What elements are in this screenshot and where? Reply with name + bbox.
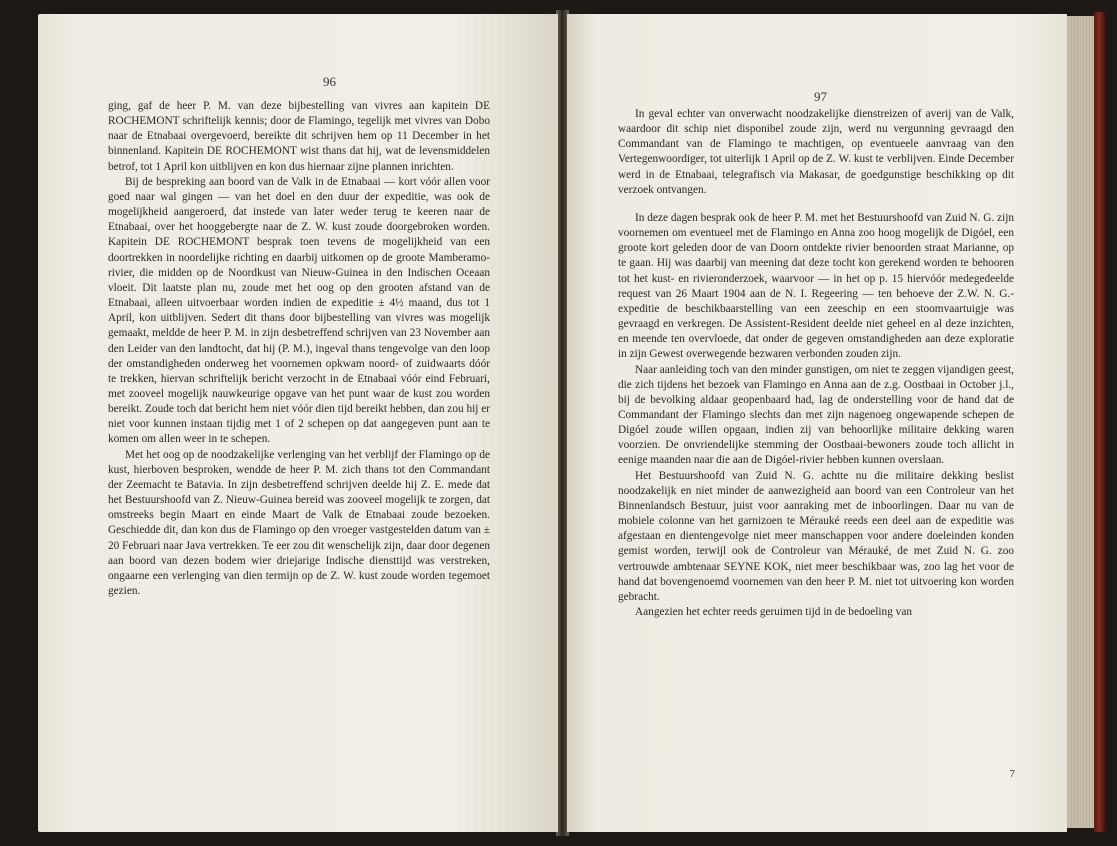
left-page (38, 14, 558, 832)
page-number: 97 (814, 89, 827, 104)
paragraph: Bij de bespreking aan boord van de Valk in de Etnabaai — kort vóór allen voor goed naar wal gingen — van het doel en den duur der expeditie, was ook de mogelijkheid aangeroerd, dat instede van later weder terug te keeren naar de Etnabaai, over het hooggebergte naar de Z. W. kust zoude doorgebroken worden. Kapitein DE ROCHEMONT besprak toen tevens de mogelijkheid van een doortrekken in noordelijke richting en daarbij uitkomen op de groote Mamberamo-rivier, die midden op de Noordkust van Nieuw-Guinea in den Indischen Oceaan vloeit. Dit laatste plan nu, zoude met het oog op den grooten afstand van de Etnabaai, alleen uitvoerbaar worden indien de expeditie ± 4½ maand, dus tot 1 April, kon uitblijven. Sedert dit thans door bijbestelling van vivres was mogelijk gemaakt, meldde de heer P. M. in zijn desbetreffend schrijven van 23 November aan den Leider van den landtocht, dat hij (P. M.), ingeval thans tengevolge van den loop der omstandigheden onderweg het voornemen opkwam noord- of zuidwaarts dóór te trekken, hiervan schriftelijk bericht verzocht in de Etnabaai vóór eind Februari, met zooveel mogelijk nauwkeurige opgave van het punt waar de kust zou worden bereikt. Zoude toch dat bericht hem niet vóór dien tijd bereikt hebben, dan zou hij er niet voor kunnen instaan tijdig met 1 of 2 schepen op dat aangegeven punt aan te komen om allen weer in te schepen. (108, 175, 490, 446)
right-page (567, 14, 1067, 832)
paragraph: Het Bestuurshoofd van Zuid N. G. achtte nu die militaire dekking beslist noodzakelijk en niet minder de aanwezigheid aan boord van een Controleur van het Binnenlandsch Bestuur, juist voor aanraking met de inboorlingen. Daar nu van de mobiele colonne van het garnizoen te Mérauké reeds een deel aan de expeditie was afgestaan en dientengevolge niet meer manschappen voor andere doeleinden konden gemist worden, terwijl ook de Controleur van Mérauké, de met Zuid N. G. zoo vertrouwde ambtenaar SEYNE KOK, niet meer beschikbaar was, zoo lag het voor de hand dat bovengenoemd voornemen van den heer P. M. niet tot uitvoering kon worden gebracht. (618, 469, 1014, 603)
book-cover-edge (1094, 12, 1106, 832)
paragraph: Naar aanleiding toch van den minder gunstigen, om niet te zeggen vijandigen geest, die zich tijdens het bezoek van Flamingo en Anna aan de z.g. Oostbaai in October j.l., bij de bevolking aldaar geopenbaard had, lag de onderstelling voor de hand dat de Commandant der Flamingo slechts dan met zijn nagenoeg ongewapende schepen de Digóel zoude willen opgaan, indien zij van behoorlijke militaire dekking waren voorzien. De onvriendelijke stemming der Oostbaai-bewoners zoude toch allicht in eenige maanden naar die aan de Digóel-rivier hebben kunnen overslaan. (618, 363, 1014, 467)
paragraph: Aangezien het echter reeds geruimen tijd in de bedoeling van (635, 606, 912, 618)
paragraph: In geval echter van onverwacht noodzakelijke dienstreizen of averij van de Valk, waardoor dit schip niet disponibel zoude zijn, werd nu vergunning gevraagd den Commandant van de Flamingo te machtigen, op eventueele aanvraag van den Vertegenwoordiger, tot uiterlijk 1 April op de Z. W. kust te verblijven. Einde December werd in de Etnabaai, telegrafisch via Makasar, de goedgunstige beschikking op dit verzoek ontvangen. (618, 108, 1014, 196)
body-text (618, 107, 1014, 620)
page-number: 96 (323, 74, 336, 89)
paragraph: ging, gaf de heer P. M. van deze bijbestelling van vivres aan kapitein DE ROCHEMONT schriftelijk kennis; door de Flamingo, tegelijk met vivres van Dobo naar de Etnabaai overgevoerd, bereikte dit schrijven hem op 11 December in het binnenland. Kapitein DE ROCHEMONT wist thans dat hij, wat de levensmiddelen betrof, tot 1 April kon uitblijven en kon dus hiernaar zijne plannen inrichten. (108, 100, 490, 173)
signature-mark: 7 (1009, 768, 1015, 780)
body-text (108, 99, 490, 599)
paragraph: In deze dagen besprak ook de heer P. M. met het Bestuurshoofd van Zuid N. G. zijn voornemen om eventueel met de Flamingo en Anna zoo hoog mogelijk de Digóel, een groote kort geleden door de van Doorn ontdekte rivier benoorden straat Marianne, op te gaan. Hij was daarbij van meening dat deze tocht kon gerekend worden te behooren tot het kust- en rivieronderzoek, waarvoor — in het op p. 15 hiervóór medegedeelde request van 26 Maart 1904 aan de N. I. Regeering — ten behoeve der Z.W. N. G.-expeditie de beschikbaarstelling van een zeeschip en een stoomvaartuigje was gevraagd en verkregen. De Assistent-Resident deelde niet geheel en al deze inzichten, en meende ten overvloede, dat onder de gegeven omstandigheden aan deze exploratie in zijn Gewest overwegende bezwaren verbonden zouden zijn. (618, 211, 1014, 361)
paragraph: Met het oog op de noodzakelijke verlenging van het verblijf der Flamingo op de kust, hierboven besproken, wendde de heer P. M. zich thans tot den Commandant der Zeemacht te Batavia. In zijn desbetreffend schrijven deelde hij Z. E. mede dat het Bestuurshoofd van Z. Nieuw-Guinea bereid was zooveel mogelijk te zorgen, dat omstreeks begin Maart en einde Maart de Valk de Etnabaai zoude bezoeken. Geschiedde dit, dan kon dus de Flamingo op den vroeger vastgestelden datum van ± 20 Februari naar Java vertrekken. Te eer zou dit wenschelijk zijn, daar door degenen aan boord van dezen bodem wier driejarige Indische diensttijd was verstreken, ongaarne een verlenging van dien termijn op de Z. W. kust zoude worden tegemoet gezien. (108, 448, 490, 597)
